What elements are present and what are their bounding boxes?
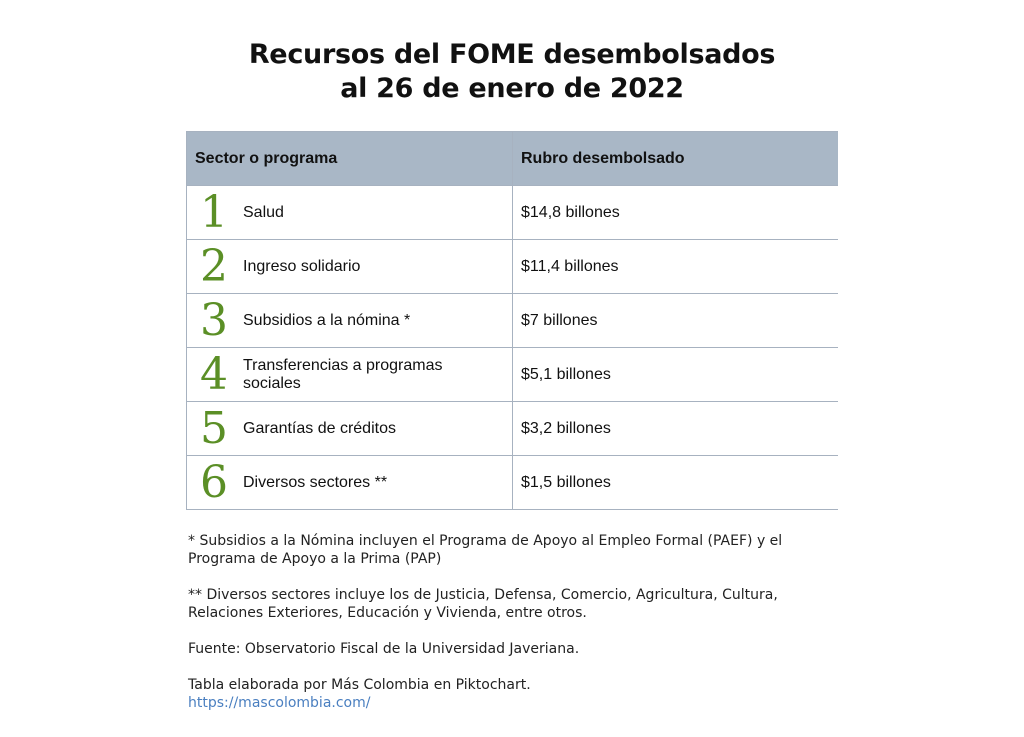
footnote-nomina: * Subsidios a la Nómina incluyen el Programa de Apoyo al Empleo Formal (PAEF) y el Programa de Apoyo a la Prima (PAP) bbox=[188, 533, 783, 567]
table-row bbox=[187, 294, 839, 348]
sector-label: Subsidios a la nómina * bbox=[243, 311, 411, 329]
row-number: 5 bbox=[200, 402, 228, 454]
amount-cell: $7 billones bbox=[513, 294, 839, 348]
sector-cell bbox=[187, 348, 513, 402]
sector-cell bbox=[187, 294, 513, 348]
footnotes bbox=[188, 532, 828, 712]
credit-note: Tabla elaborada por Más Colombia en Piktochart. bbox=[188, 677, 531, 693]
amount-cell: $14,8 billones bbox=[513, 186, 839, 240]
sector-cell bbox=[187, 240, 513, 294]
title-line-1: Recursos del FOME desembolsados bbox=[248, 39, 776, 70]
table-row bbox=[187, 348, 839, 402]
sector-label: Garantías de créditos bbox=[243, 419, 396, 437]
amount-cell: $11,4 billones bbox=[513, 240, 839, 294]
amount-cell: $1,5 billones bbox=[513, 456, 839, 510]
table-header-row bbox=[187, 132, 839, 186]
table-row bbox=[187, 456, 839, 510]
amount-cell: $5,1 billones bbox=[513, 348, 839, 402]
table-row bbox=[187, 240, 839, 294]
title-line-2: al 26 de enero de 2022 bbox=[340, 73, 684, 104]
sector-label: Ingreso solidario bbox=[243, 257, 361, 275]
table-row bbox=[187, 186, 839, 240]
row-number: 3 bbox=[200, 294, 228, 346]
fome-table-container bbox=[186, 131, 838, 510]
sector-label: Salud bbox=[243, 203, 284, 221]
fome-table bbox=[186, 131, 838, 510]
header-amount: Rubro desembolsado bbox=[513, 132, 839, 186]
header-sector: Sector o programa bbox=[187, 132, 513, 186]
row-number: 1 bbox=[200, 186, 228, 238]
sector-cell bbox=[187, 186, 513, 240]
row-number: 6 bbox=[200, 456, 228, 508]
row-number: 2 bbox=[200, 240, 228, 292]
amount-cell: $3,2 billones bbox=[513, 402, 839, 456]
page-title bbox=[0, 38, 1024, 106]
row-number: 4 bbox=[200, 348, 228, 400]
footnote-diversos: ** Diversos sectores incluye los de Justicia, Defensa, Comercio, Agricultura, Cultura, Relaciones Exteriores, Educación y Vivienda, entre otros. bbox=[188, 587, 778, 621]
mascolombia-link[interactable]: https://mascolombia.com/ bbox=[188, 695, 371, 711]
source-note: Fuente: Observatorio Fiscal de la Universidad Javeriana. bbox=[188, 641, 580, 657]
table-row bbox=[187, 402, 839, 456]
sector-label: Transferencias a programas sociales bbox=[243, 356, 443, 392]
sector-cell bbox=[187, 456, 513, 510]
sector-cell bbox=[187, 402, 513, 456]
sector-label: Diversos sectores ** bbox=[243, 473, 388, 491]
